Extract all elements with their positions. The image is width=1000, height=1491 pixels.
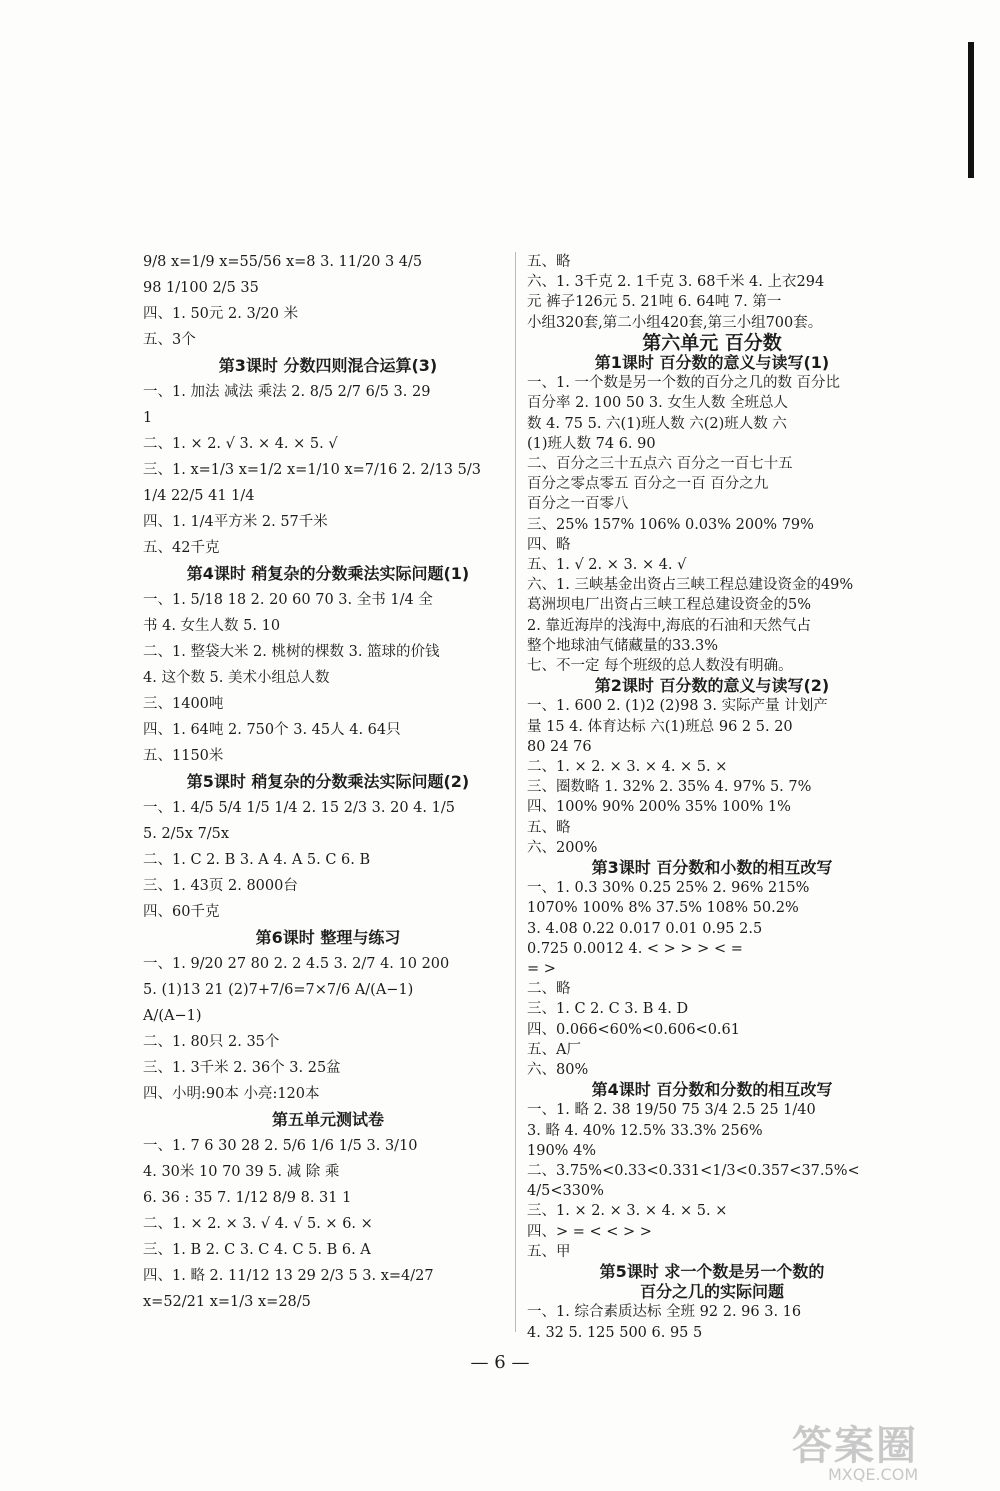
watermark-logo <box>792 1414 918 1484</box>
answer-line: 一、1. 加法 减法 乘法 2. 8/5 2/7 6/5 3. 29 <box>143 384 431 400</box>
answer-line: 190% 4% <box>527 1142 597 1159</box>
answer-line: 百分之一百零八 <box>527 496 629 513</box>
answer-line: 三、1. 43页 2. 8000台 <box>143 878 298 894</box>
answer-line: 80 24 76 <box>527 738 592 755</box>
answer-line: 一、1. 600 2. (1)2 (2)98 3. 实际产量 计划产 <box>527 698 828 715</box>
answer-line: 四、略 <box>527 536 571 553</box>
answer-line: 书 4. 女生人数 5. 10 <box>143 618 281 634</box>
answer-line: 5. 2/5x 7/5x <box>143 826 230 842</box>
answer-line: 一、1. 5/18 18 2. 20 60 70 3. 全书 1/4 全 <box>143 592 433 608</box>
answer-line: 6. 36 : 35 7. 1/12 8/9 8. 31 1 <box>143 1190 352 1206</box>
answer-line: A/(A−1) <box>143 1008 202 1024</box>
page-number: — 6 — <box>470 1352 530 1373</box>
answer-line: 六、200% <box>527 839 598 856</box>
answer-line: 2. 靠近海岸的浅海中,海底的石油和天然气占 <box>527 617 812 634</box>
answer-line: 四、1. 略 2. 11/12 13 29 2/3 5 3. x=4/27 <box>143 1268 434 1284</box>
unit-heading: 第六单元 百分数 <box>642 331 782 354</box>
answer-line: 量 15 4. 体育达标 六(1)班总 96 2 5. 20 <box>527 718 793 735</box>
answer-line: 3. 略 4. 40% 12.5% 33.3% 256% <box>527 1122 763 1139</box>
section-heading: 第5课时 稍复杂的分数乘法实际问题(2) <box>186 772 470 791</box>
answer-line: 三、1. × 2. × 3. × 4. × 5. × <box>527 1203 728 1220</box>
answer-line: 4. 30米 10 70 39 5. 减 除 乘 <box>143 1164 340 1180</box>
watermark-logo-text: 答案圈 <box>792 1423 918 1469</box>
answer-line: 元 裤子126元 5. 21吨 6. 64吨 7. 第一 <box>527 294 782 311</box>
answer-line: 五、3个 <box>143 332 196 348</box>
answer-line: 五、甲 <box>527 1243 571 1260</box>
answer-line: 三、圈数略 1. 32% 2. 35% 4. 97% 5. 7% <box>527 779 812 796</box>
answer-line: 5. (1)13 21 (2)7+7/6=7×7/6 A/(A−1) <box>143 982 414 998</box>
answer-line: 二、1. 整袋大米 2. 桃树的棵数 3. 篮球的价钱 <box>143 644 440 660</box>
answer-line: 一、1. 综合素质达标 全班 92 2. 96 3. 16 <box>527 1304 802 1321</box>
answer-line: 三、1. 3千米 2. 36个 3. 25盆 <box>143 1060 341 1076</box>
answer-line: 六、1. 三峡基金出资占三峡工程总建设资金的49% <box>527 577 854 594</box>
answer-line: 四、小明:90本 小亮:120本 <box>143 1086 320 1102</box>
answer-line: 一、1. 一个数是另一个数的百分之几的数 百分比 <box>527 375 841 392</box>
answer-line: 六、80% <box>527 1062 589 1078</box>
answer-line: 四、1. 50元 2. 3/20 米 <box>143 306 299 322</box>
answer-line: 二、略 <box>527 981 571 998</box>
answer-line: 二、1. × 2. × 3. × 4. × 5. × <box>527 759 728 775</box>
answer-line: 三、1. x=1/3 x=1/2 x=1/10 x=7/16 2. 2/13 5/3 <box>143 462 481 478</box>
answer-line: 一、1. 0.3 30% 0.25 25% 2. 96% 215% <box>527 880 810 897</box>
answer-line: 1/4 22/5 41 1/4 <box>143 488 255 504</box>
answer-line: 二、1. 80只 2. 35个 <box>143 1034 280 1050</box>
answer-line: 二、1. C 2. B 3. A 4. A 5. C 6. B <box>143 852 371 868</box>
answer-line: 一、1. 7 6 30 28 2. 5/6 1/6 1/5 3. 3/10 <box>143 1138 418 1154</box>
answer-line: 二、1. × 2. √ 3. × 4. × 5. √ <box>143 436 338 452</box>
section-heading: 第4课时 百分数和分数的相互改写 <box>591 1080 833 1100</box>
answer-line: 数 4. 75 5. 六(1)班人数 六(2)班人数 六 <box>527 415 787 432</box>
answer-line: 五、略 <box>527 819 571 836</box>
answer-line: 三、1. B 2. C 3. C 4. C 5. B 6. A <box>143 1242 371 1258</box>
answer-line: 三、1400吨 <box>143 696 224 712</box>
answer-line: (1)班人数 74 6. 90 <box>527 435 656 452</box>
section-heading: 第4课时 稍复杂的分数乘法实际问题(1) <box>186 564 470 583</box>
section-heading: 第5课时 求一个数是另一个数的 <box>599 1262 825 1281</box>
answer-line: 二、1. × 2. × 3. √ 4. √ 5. × 6. × <box>143 1216 373 1232</box>
section-heading: 第2课时 百分数的意义与读写(2) <box>594 676 830 696</box>
answer-line: 五、42千克 <box>143 540 220 556</box>
answer-line: 四、0.066<60%<0.606<0.61 <box>527 1021 740 1038</box>
answer-line: 四、> = < < > > <box>527 1223 652 1240</box>
answer-line: 小组320套,第二小组420套,第三小组700套。 <box>527 314 823 331</box>
section-heading: 百分之几的实际问题 <box>639 1282 784 1302</box>
answer-line: 五、略 <box>527 254 571 270</box>
answer-line: 葛洲坝电厂出资占三峡工程总建设资金的5% <box>527 597 812 614</box>
scan-edge-mark <box>968 42 974 178</box>
answer-line: 三、25% 157% 106% 0.03% 200% 79% <box>527 516 814 533</box>
answer-line: 七、不一定 每个班级的总人数没有明确。 <box>527 658 793 674</box>
answer-line: 1070% 100% 8% 37.5% 108% 50.2% <box>527 900 799 917</box>
answer-line: 百分率 2. 100 50 3. 女生人数 全班总人 <box>527 395 788 412</box>
answer-line: 9/8 x=1/9 x=55/56 x=8 3. 11/20 3 4/5 <box>143 254 423 270</box>
answer-line: 三、1. C 2. C 3. B 4. D <box>527 1001 689 1018</box>
section-heading: 第3课时 分数四则混合运算(3) <box>218 356 438 375</box>
answer-line: 百分之零点零五 百分之一百 百分之九 <box>527 476 769 493</box>
answer-line: 1 <box>143 410 153 426</box>
answer-line: 整个地球油气储藏量的33.3% <box>527 637 719 654</box>
section-heading: 第3课时 百分数和小数的相互改写 <box>591 858 833 877</box>
column-divider <box>515 252 516 1332</box>
answer-line: 五、1150米 <box>143 748 224 764</box>
answer-line: 一、1. 9/20 27 80 2. 2 4.5 3. 2/7 4. 10 200 <box>143 956 450 972</box>
answer-line: 98 1/100 2/5 35 <box>143 280 259 296</box>
answer-line: 0.725 0.0012 4. < > > > < = <box>527 940 743 957</box>
section-heading: 第6课时 整理与练习 <box>255 928 401 947</box>
section-heading: 第五单元测试卷 <box>271 1110 384 1129</box>
answer-line: 六、1. 3千克 2. 1千克 3. 68千米 4. 上衣294 <box>527 274 825 291</box>
answer-line: 一、1. 略 2. 38 19/50 75 3/4 2.5 25 1/40 <box>527 1102 816 1119</box>
answer-line: 四、1. 1/4平方米 2. 57千米 <box>143 514 328 530</box>
answer-line: 一、1. 4/5 5/4 1/5 1/4 2. 15 2/3 3. 20 4. 1/5 <box>143 800 455 816</box>
answer-line: x=52/21 x=1/3 x=28/5 <box>143 1294 311 1310</box>
answer-line: 五、1. √ 2. × 3. × 4. √ <box>527 557 687 573</box>
answer-line: 4/5<330% <box>527 1183 604 1200</box>
answer-line: 二、百分之三十五点六 百分之一百七十五 <box>527 456 793 472</box>
answer-line: 五、A厂 <box>527 1041 581 1058</box>
answer-line: 四、60千克 <box>143 904 220 920</box>
answer-line: 3. 4.08 0.22 0.017 0.01 0.95 2.5 <box>527 920 763 937</box>
answer-line: 4. 这个数 5. 美术小组总人数 <box>143 670 330 686</box>
answer-line: 4. 32 5. 125 500 6. 95 5 <box>527 1324 703 1341</box>
answer-line: 二、3.75%<0.33<0.331<1/3<0.357<37.5%< <box>527 1163 860 1179</box>
answer-line: 四、100% 90% 200% 35% 100% 1% <box>527 799 791 816</box>
answer-line: = > <box>527 961 556 977</box>
answer-line: 四、1. 64吨 2. 750个 3. 45人 4. 64只 <box>143 722 401 738</box>
watermark-url: MXQE.COM <box>828 1465 919 1484</box>
section-heading: 第1课时 百分数的意义与读写(1) <box>594 353 830 372</box>
